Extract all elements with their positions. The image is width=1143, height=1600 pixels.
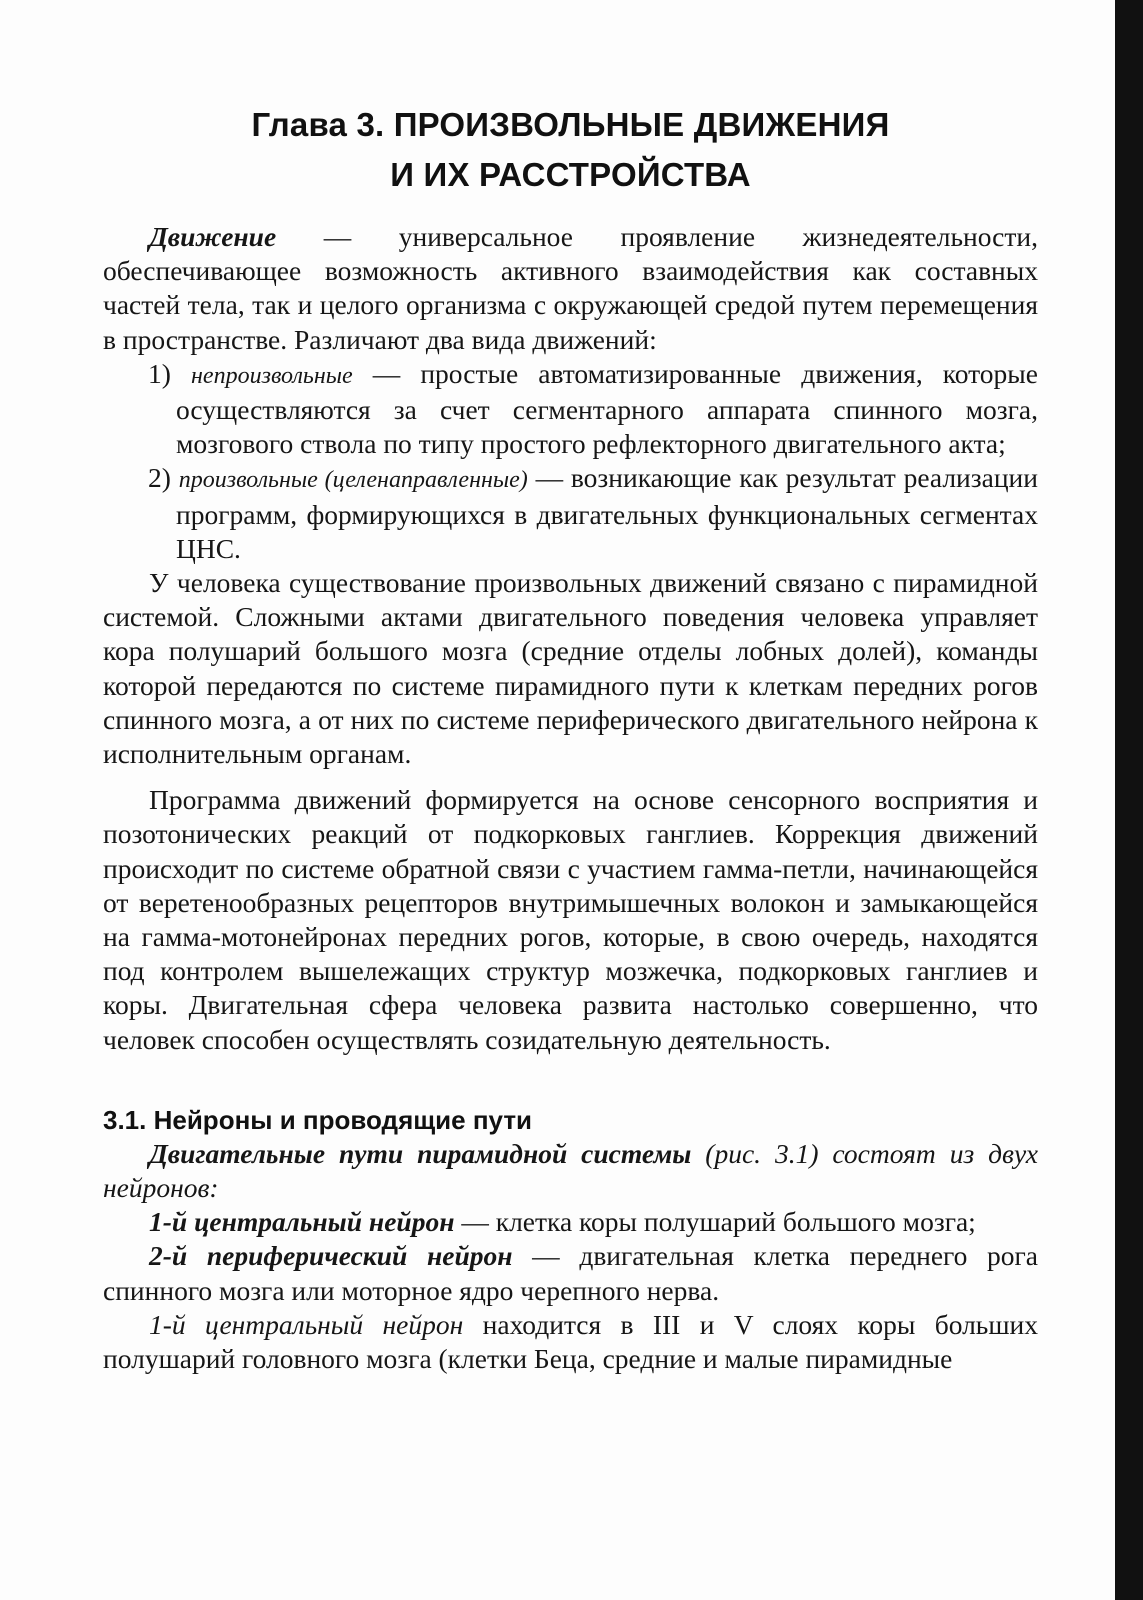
intro-paragraph — [103, 220, 1038, 357]
chapter-title — [103, 100, 1038, 200]
list-item — [103, 357, 1038, 462]
program-paragraph: Программа движений формируется на основе сенсорного восприятия и позотонических реакций от подкорковых ганглиев. Коррекция движений происходит по системе обратной связи с участием гамма-петли, начинающейся от веретенообразных рецепторов внутримышечных волокон и замыкающейся на гамма-мотонейронах передних рогов, которые, в свою очередь, находятся под контролем вышележащих структур мозжечка, подкорковых ганглиев и коры. Двигательная сфера человека развита настолько совершенно, что человек способен осуществлять созидательную деятельность. — [103, 784, 1038, 1055]
movement-types-list — [103, 357, 1038, 566]
chapter-title-line2: И ИХ РАССТРОЙСТВА — [390, 156, 751, 193]
list-item — [103, 461, 1038, 566]
scan-spine-edge — [1115, 0, 1143, 1600]
intro-term: Движение — [149, 221, 277, 252]
pyramidal-paragraph: У человека существование произвольных движений связано с пирамидной системой. Сложными актами двигательного поведения человека управляет кора полушарий большого мозга (средние отделы лобных долей), команды которой передаются по системе пирамидного пути к клеткам передних рогов спинного мозга, а от них по системе периферического двигательного нейрона к исполнительным органам. — [103, 567, 1038, 770]
list-term: непроизвольные — [191, 362, 353, 389]
neuron1-paragraph — [103, 1205, 1038, 1239]
last-text: находится в III и V слоях коры больших полушарий головного мозга (клетки Беца, средние и малые пирамидные — [103, 1308, 1038, 1375]
neuron2-text: — двигательная клетка переднего рога спинного мозга или моторное ядро черепного нерва. — [103, 1240, 1039, 1306]
section-intro-bold: Двигательные пути пирамидной системы — [149, 1137, 692, 1169]
list-text: — возникающие как результат реализации программ, формирующихся в двигательных функциональных сегментах ЦНС. — [176, 462, 1038, 564]
last-term: 1-й центральный нейрон — [149, 1308, 464, 1340]
page-content — [103, 100, 1038, 1376]
chapter-title-line1: Глава 3. ПРОИЗВОЛЬНЫЕ ДВИЖЕНИЯ — [251, 106, 890, 143]
list-marker: 2) — [148, 462, 179, 494]
list-term: произвольные (целенаправленные) — [178, 467, 528, 494]
neuron2-paragraph — [103, 1239, 1038, 1307]
last-paragraph — [103, 1308, 1038, 1376]
section-intro-italic: (рис. 3.1) состоят из двух нейронов: — [103, 1137, 1038, 1204]
intro-text: — универсальное проявление жизнедеятельности, обеспечивающее возможность активного взаимодействия как составных частей тела, так и целого организма с окружающей средой путем перемещения в пространстве. Различают два вида движений: — [103, 221, 1038, 355]
neuron1-term: 1-й центральный нейрон — [149, 1206, 455, 1238]
section-heading: 3.1. Нейроны и проводящие пути — [103, 1104, 533, 1135]
neuron1-text: — клетка коры полушарий большого мозга; — [454, 1206, 976, 1238]
section-intro-paragraph — [103, 1137, 1038, 1205]
list-marker: 1) — [148, 357, 192, 389]
neuron2-term: 2-й периферический нейрон — [149, 1240, 513, 1272]
list-text: — простые автоматизированные движения, которые осуществляются за счет сегментарного аппарата спинного мозга, мозгового ствола по типу простого рефлекторного двигательного акта; — [176, 357, 1038, 460]
